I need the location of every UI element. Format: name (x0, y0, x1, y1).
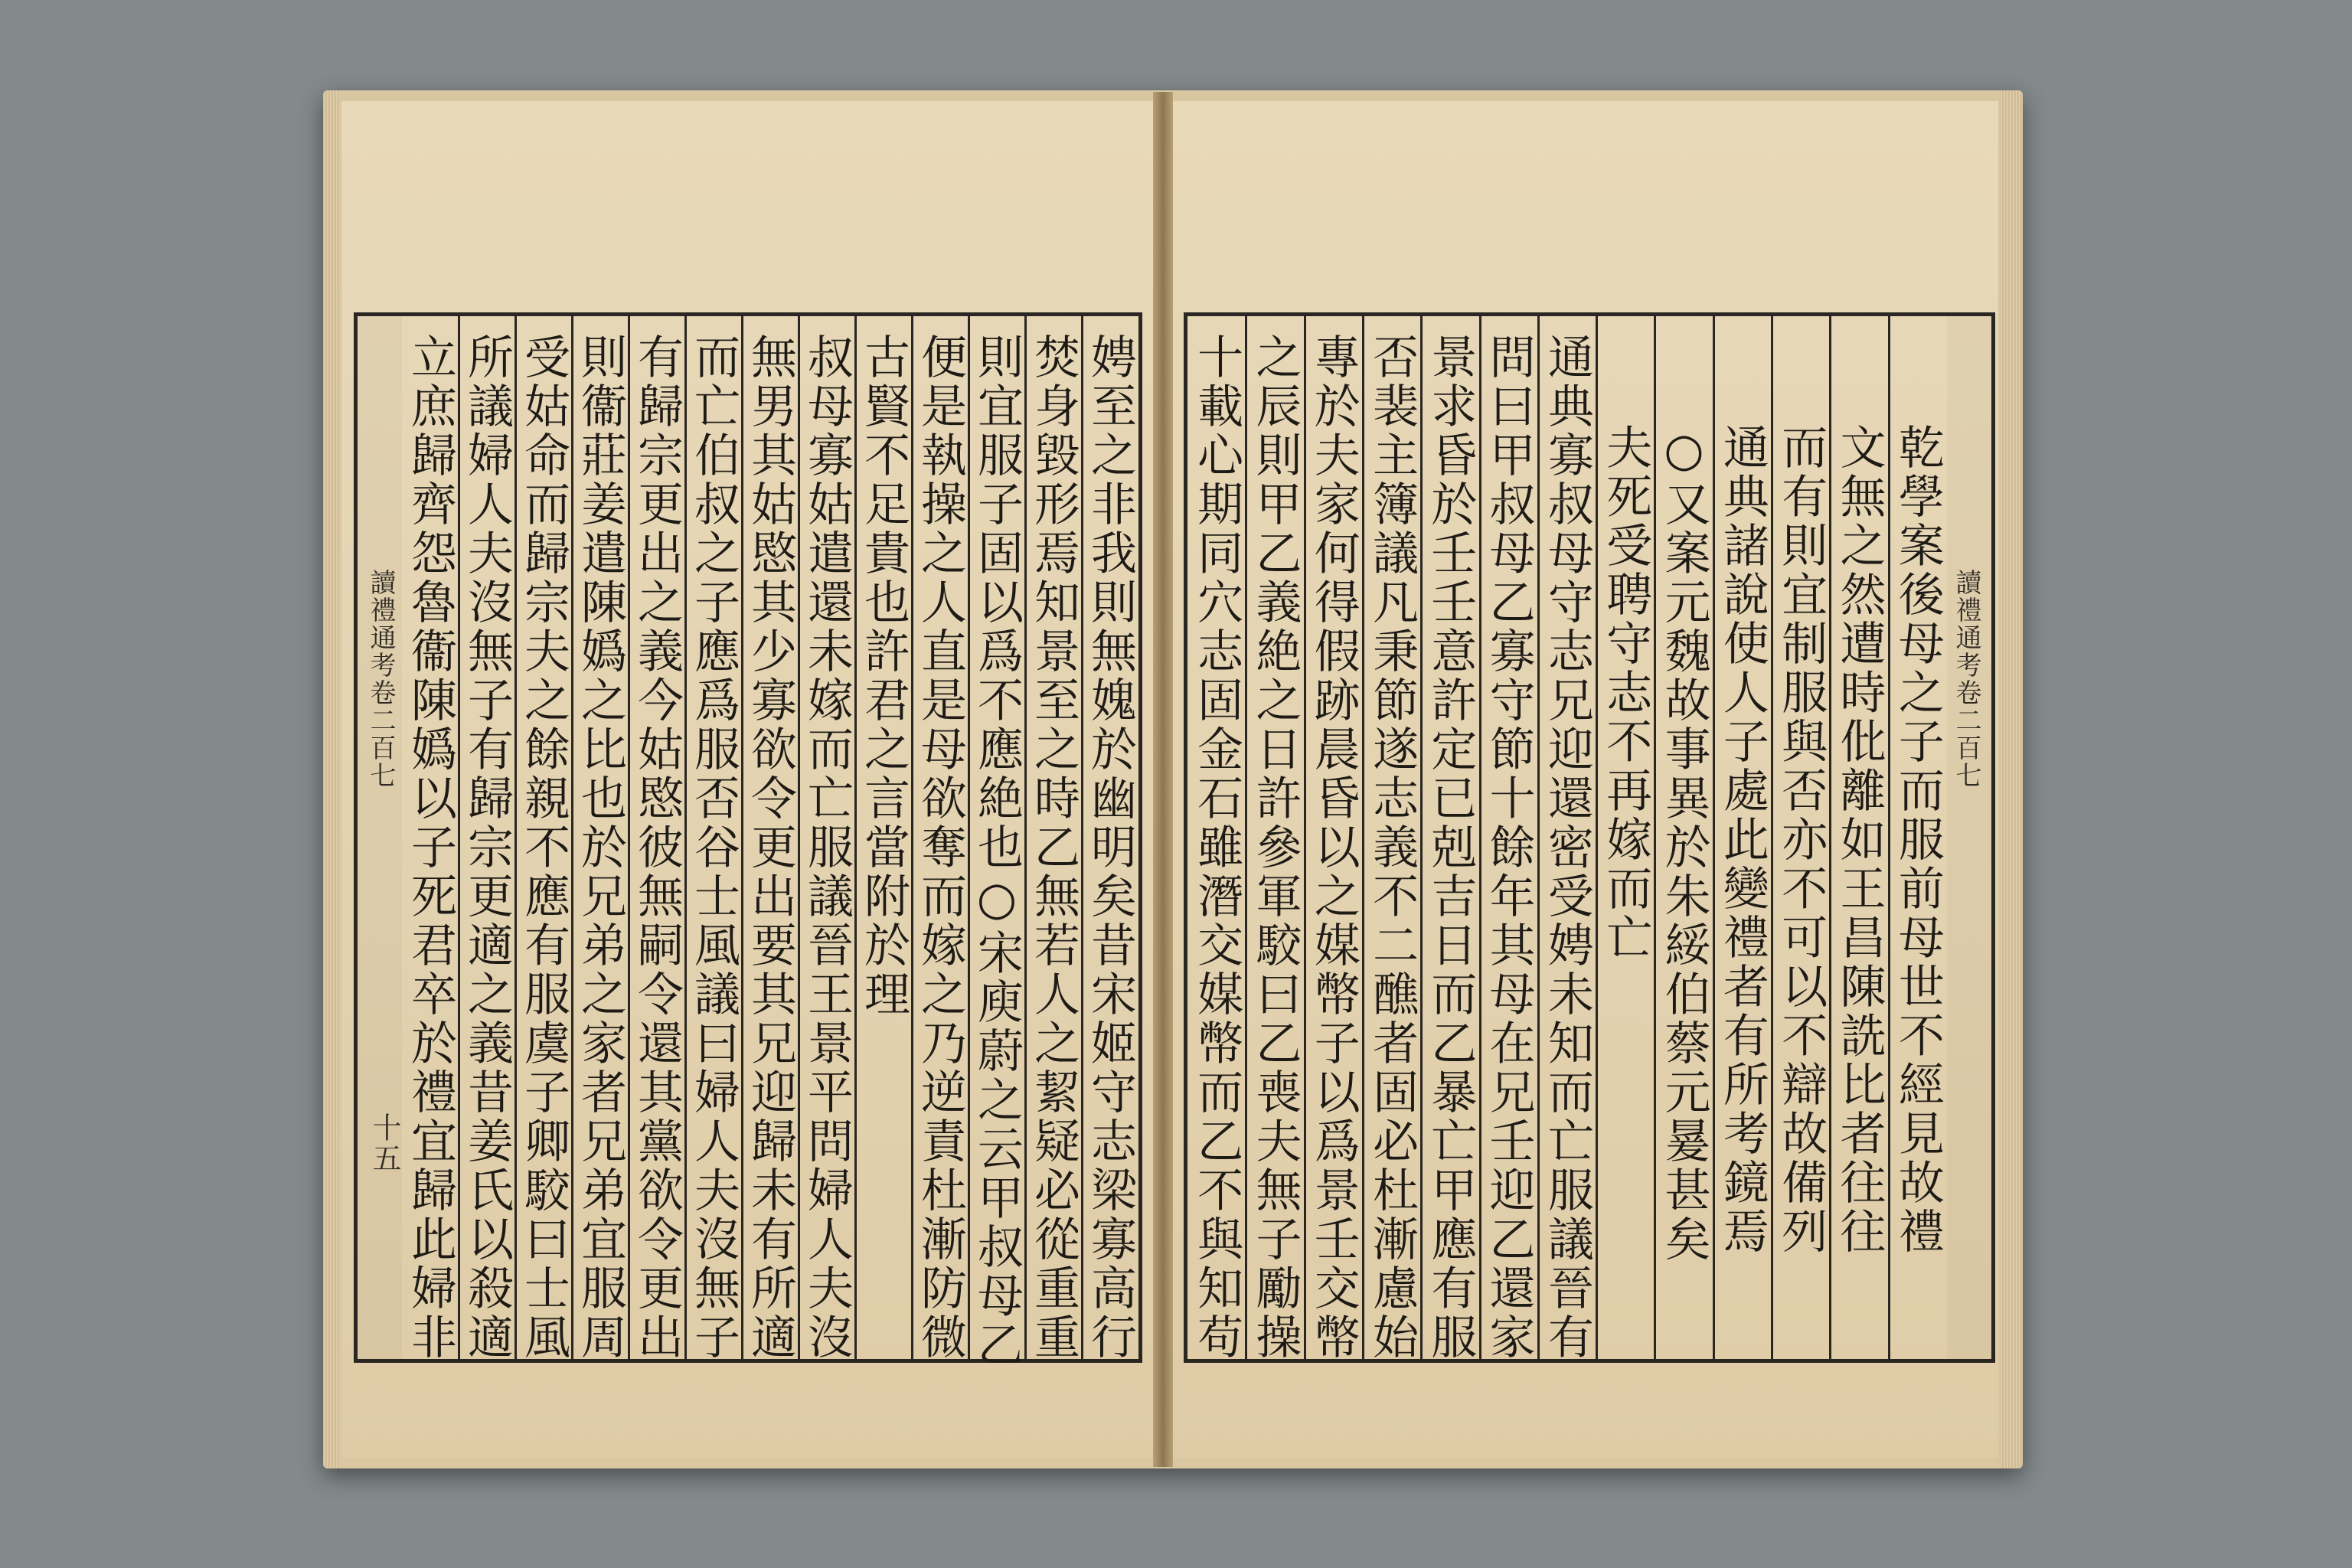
left-page-number: 十五 (368, 1112, 401, 1174)
right-page-text-column (1421, 316, 1479, 1362)
left-page-text-column (742, 316, 799, 1362)
right-margin-title: 讀禮通考卷二百七 (1951, 569, 1981, 789)
left-folio-band (358, 316, 402, 1359)
left-page-text-frame (354, 312, 1142, 1370)
left-page-column-rule (628, 316, 630, 1359)
right-page-column-rule (1829, 316, 1831, 1359)
left-page-edges (323, 90, 340, 1468)
right-page-column-rule (1245, 316, 1247, 1359)
right-page-column-text: 文無之然遭時仳離如王昌陳詵比者往往 (1832, 423, 1886, 1256)
right-page-column-rule (1888, 316, 1890, 1359)
left-page-column-text: 叔母寡姑遣還未嫁而亡服議晉王景平問婦人夫沒 (800, 333, 854, 1362)
left-page-column-text: 焚身毀形焉知景至之時乙無若人之絜疑必從重重 (1027, 333, 1080, 1362)
right-page-column-text: 通典諸說使人子處此變禮者有所考鏡焉 (1715, 423, 1769, 1256)
right-page-text-frame (1184, 312, 1995, 1363)
right-page-column-rule (1771, 316, 1773, 1359)
left-page-text-column (685, 316, 742, 1362)
left-margin-title: 讀禮通考卷二百七 (365, 569, 396, 789)
book-gutter (1153, 92, 1173, 1467)
right-page-column-text: 問曰甲叔母乙寡守節十餘年其母在兄壬迎乙還家 (1481, 333, 1536, 1362)
left-page-column-rule (854, 316, 857, 1359)
left-page-text-column (629, 316, 685, 1362)
left-page-column-text: 無男其姑愍其少寡欲令更出要其兄迎歸未有所適 (743, 333, 797, 1362)
right-page-column-text: 夫死受聘守志不再嫁而亡 (1599, 423, 1653, 962)
left-page-column-text: 便是執操之人直是母欲奪而嫁之乃逆責杜漸防微 (913, 333, 967, 1362)
right-page-column-rule (1362, 316, 1364, 1359)
left-page-column-text: 所議婦人夫沒無子有歸宗更適之義昔姜氏以殺適 (460, 333, 514, 1362)
left-page-column-text: 則宜服子固以爲不應絶也○宋庾蔚之云甲叔母乙 (970, 333, 1024, 1370)
right-page-column-text: 否裴主簿議凡秉節遂志義不二醮者固必杜漸慮始 (1365, 333, 1419, 1362)
left-page-column-text: 則衞莊姜遣陳嬀之比也於兄弟之家者兄弟宜服周 (573, 333, 627, 1362)
right-page-text-column (1363, 316, 1421, 1362)
left-page-text-column (459, 316, 515, 1362)
right-page-text-column (1246, 316, 1304, 1362)
left-page-column-text: 而亡伯叔之子應爲服否谷士風議曰婦人夫沒無子 (687, 333, 740, 1362)
left-page-column-text: 古賢不足貴也許君之言當附於理 (857, 333, 910, 1019)
left-page-text-column (1082, 316, 1138, 1362)
left-page-text-column (572, 316, 629, 1362)
right-page-column-text: 之辰則甲乙義絶之日許參軍駮曰乙喪夫無子勵操 (1248, 333, 1302, 1362)
left-page-text-column (799, 316, 855, 1362)
right-page-text-column (1538, 316, 1596, 1362)
left-page-text-column (969, 316, 1025, 1370)
left-page-column-rule (911, 316, 913, 1359)
left-page-column-text: 受姑命而歸宗夫之餘親不應有服虞子卿駮曰士風 (517, 333, 570, 1362)
left-page-column-rule (514, 316, 517, 1359)
right-page-column-rule (1596, 316, 1598, 1359)
left-page-column-rule (458, 316, 460, 1359)
right-page-text-column (1480, 316, 1538, 1362)
right-page-column-text: 乾學案後母之子而服前母世不經見故禮 (1890, 423, 1945, 1256)
right-page-column-rule (1654, 316, 1656, 1359)
left-page-text-column (402, 316, 459, 1362)
left-page-column-rule (798, 316, 800, 1359)
right-page-column-text: 專於夫家何得假跡晨昏以之媒幣子以爲景壬交幣 (1306, 333, 1361, 1362)
left-page-text-column (515, 316, 572, 1362)
left-page-column-text: 有歸宗更出之義今姑愍彼無嗣令還其黨欲令更出 (630, 333, 684, 1362)
right-page-column-rule (1420, 316, 1423, 1359)
right-page-text-column (1713, 316, 1772, 1359)
right-page-column-rule (1304, 316, 1306, 1359)
left-page-column-text: 立庶歸齊怨魯衞陳嬀以子死君卒於禮宜歸此婦非 (403, 333, 457, 1362)
right-page-edges (2000, 90, 2023, 1468)
left-page-text-column (855, 316, 912, 1359)
left-page-text-column (912, 316, 969, 1362)
left-page-column-rule (684, 316, 687, 1359)
right-page-column-text: 通典寡叔母守志兄迎還密受娉未知而亡服議晉有 (1540, 333, 1594, 1362)
left-page-column-rule (1024, 316, 1027, 1359)
right-page-text-column (1772, 316, 1830, 1359)
right-page-column-text: ○又案元魏故事異於朱綏伯蔡元㬊甚矣 (1657, 423, 1711, 1264)
right-page-text-column (1655, 316, 1713, 1359)
right-page-column-text: 而有則宜制服與否亦不可以不辯故備列 (1774, 423, 1828, 1256)
right-page-text-column (1889, 316, 1947, 1359)
left-page-column-rule (741, 316, 743, 1359)
right-page-text-column (1596, 316, 1655, 1359)
right-folio-band (1947, 316, 1991, 1359)
right-page-column-rule (1537, 316, 1540, 1359)
left-page-column-text: 娉至之非我則無媿於幽明矣昔宋姬守志梁寡高行 (1083, 333, 1137, 1362)
right-page-column-rule (1479, 316, 1481, 1359)
left-page-column-rule (1081, 316, 1083, 1359)
right-page-column-text: 景求昏於壬壬意許定已剋吉日而乙暴亡甲應有服 (1423, 333, 1478, 1362)
right-page-column-rule (1713, 316, 1715, 1359)
left-page-column-rule (968, 316, 970, 1359)
right-page-text-column (1187, 316, 1246, 1362)
left-page-column-rule (571, 316, 573, 1359)
left-page-text-column (1025, 316, 1082, 1362)
right-page-column-text: 十載心期同穴志固金石雖潛交媒幣而乙不與知苟 (1190, 333, 1244, 1362)
right-page-text-column (1305, 316, 1363, 1362)
right-page-text-column (1830, 316, 1888, 1359)
